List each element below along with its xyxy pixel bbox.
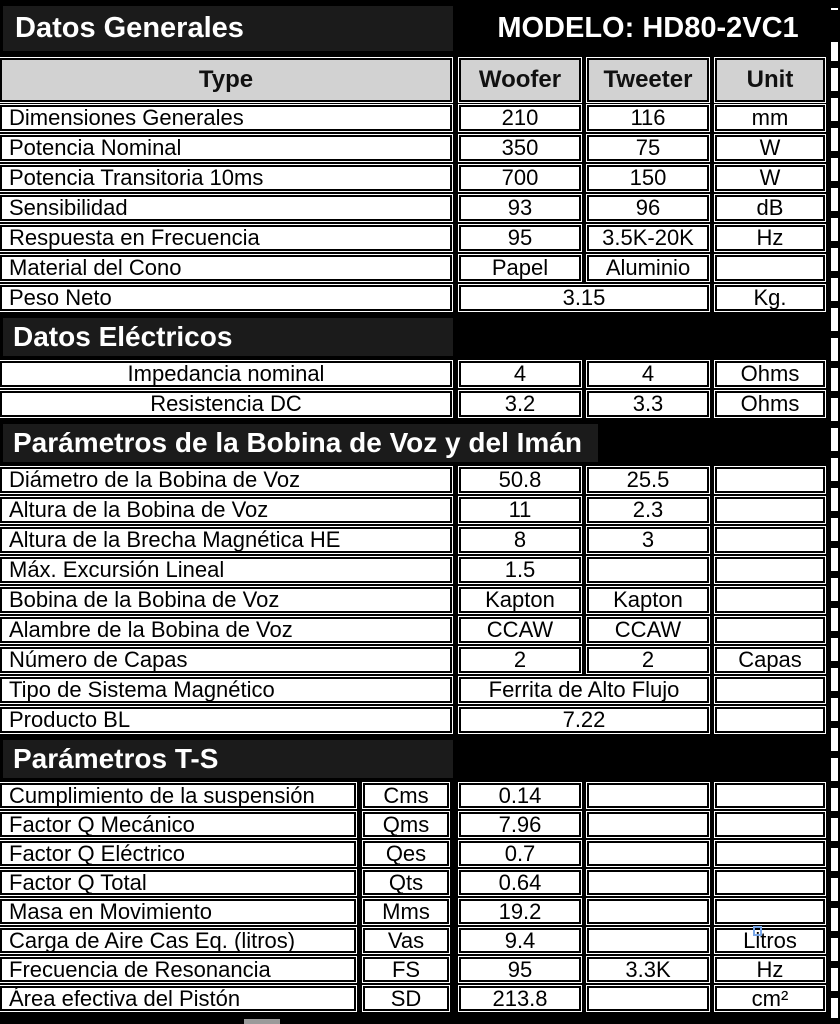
- merged-value: Ferrita de Alto Flujo: [459, 677, 709, 703]
- table-row: [0, 225, 840, 251]
- unit-value: [715, 557, 825, 583]
- woofer-value: 95: [459, 957, 581, 982]
- table-row: [0, 957, 840, 982]
- woofer-value: 0.7: [459, 841, 581, 866]
- right-edge-artifact: [831, 8, 838, 1018]
- tweeter-value: 75: [587, 135, 709, 161]
- column-header-unit: Unit: [715, 58, 825, 102]
- row-label: Respuesta en Frecuencia: [0, 225, 452, 251]
- merged-value: 3.15: [459, 285, 709, 311]
- model-title: MODELO: HD80-2VC1: [456, 3, 840, 54]
- table-row: [0, 928, 840, 953]
- row-symbol: Qts: [363, 870, 449, 895]
- unit-text: Ohms: [740, 391, 800, 416]
- column-header-woofer: Woofer: [459, 58, 581, 102]
- woofer-value: 210: [459, 105, 581, 131]
- unit-value: [715, 928, 825, 953]
- row-label: Potencia Transitoria 10ms: [0, 165, 452, 191]
- table-row: [0, 841, 840, 866]
- row-label: Potencia Nominal: [0, 135, 452, 161]
- table-row: [0, 587, 840, 613]
- row-label: Sensibilidad: [0, 195, 452, 221]
- woofer-value: 95: [459, 225, 581, 251]
- table-row: [0, 195, 840, 221]
- right-edge-artifact-top: [831, 10, 838, 42]
- tweeter-value: 150: [587, 165, 709, 191]
- tweeter-value: [587, 928, 709, 953]
- row-label: Producto BL: [0, 707, 452, 733]
- section-header-bar: [0, 737, 840, 781]
- unit-value: [715, 497, 825, 523]
- unit-text: W: [759, 165, 781, 190]
- tweeter-value: [587, 899, 709, 924]
- table-body: [0, 105, 840, 1011]
- scrollbar-thumb[interactable]: [244, 1019, 280, 1024]
- column-header-row: [0, 56, 840, 105]
- tweeter-value: 4: [587, 361, 709, 387]
- unit-value: [715, 361, 825, 387]
- table-row: [0, 783, 840, 808]
- unit-value: [715, 870, 825, 895]
- row-symbol: Qes: [363, 841, 449, 866]
- tweeter-value: CCAW: [587, 617, 709, 643]
- unit-value: [715, 841, 825, 866]
- row-label: Alambre de la Bobina de Voz: [0, 617, 452, 643]
- unit-text: cm²: [751, 985, 789, 1011]
- tweeter-value: 2.3: [587, 497, 709, 523]
- row-symbol: Cms: [363, 783, 449, 808]
- unit-text: Capas: [738, 647, 802, 672]
- unit-value: [715, 105, 825, 131]
- unit-value: [715, 647, 825, 673]
- row-label: Diámetro de la Bobina de Voz: [0, 467, 452, 493]
- unit-text: Ohms: [740, 361, 800, 386]
- tweeter-value: [587, 870, 709, 895]
- section-header-bar: [0, 421, 840, 465]
- table-row: [0, 647, 840, 673]
- bottom-scrollbar-track[interactable]: [0, 1018, 840, 1024]
- table-row: [0, 557, 840, 583]
- tweeter-value: [587, 557, 709, 583]
- unit-value: [715, 986, 825, 1011]
- unit-value: [715, 195, 825, 221]
- unit-value: [715, 617, 825, 643]
- woofer-value: 19.2: [459, 899, 581, 924]
- section-title: Parámetros de la Bobina de Voz y del Imán: [0, 421, 601, 465]
- row-label: Altura de la Brecha Magnética HE: [0, 527, 452, 553]
- table-row: [0, 812, 840, 837]
- tweeter-value: [587, 812, 709, 837]
- row-label: Altura de la Bobina de Voz: [0, 497, 452, 523]
- tweeter-value: [587, 783, 709, 808]
- row-label: Cumplimiento de la suspensión: [0, 783, 356, 808]
- table-row: [0, 105, 840, 131]
- row-label: Material del Cono: [0, 255, 452, 281]
- woofer-value: 93: [459, 195, 581, 221]
- unit-text: Hz: [756, 225, 784, 250]
- row-label: Peso Neto: [0, 285, 452, 311]
- woofer-value: 4: [459, 361, 581, 387]
- table-row: [0, 135, 840, 161]
- tweeter-value: Kapton: [587, 587, 709, 613]
- unit-value: [715, 899, 825, 924]
- woofer-value: 0.14: [459, 783, 581, 808]
- row-symbol: Qms: [363, 812, 449, 837]
- table-row: [0, 527, 840, 553]
- unit-value: [715, 285, 825, 311]
- table-row: [0, 391, 840, 417]
- table-row: [0, 467, 840, 493]
- row-label: Área efectiva del Pistón: [0, 986, 356, 1011]
- section-title-datos-generales: Datos Generales: [0, 3, 456, 54]
- tweeter-value: 25.5: [587, 467, 709, 493]
- row-label: Masa en Movimiento: [0, 899, 356, 924]
- unit-value: [715, 225, 825, 251]
- woofer-value: 8: [459, 527, 581, 553]
- tweeter-value: [587, 841, 709, 866]
- table-row: [0, 165, 840, 191]
- row-label: Frecuencia de Resonancia: [0, 957, 356, 982]
- row-label: Carga de Aire Cas Eq. (litros): [0, 928, 356, 953]
- unit-value: [715, 135, 825, 161]
- unit-value: [715, 391, 825, 417]
- woofer-value: Papel: [459, 255, 581, 281]
- woofer-value: 350: [459, 135, 581, 161]
- row-label: Dimensiones Generales: [0, 105, 452, 131]
- table-row: [0, 899, 840, 924]
- unit-text: Litros: [743, 927, 797, 953]
- unit-value: [715, 255, 825, 281]
- woofer-value: 213.8: [459, 986, 581, 1011]
- woofer-value: 50.8: [459, 467, 581, 493]
- tweeter-value: 96: [587, 195, 709, 221]
- table-row: [0, 497, 840, 523]
- unit-value: [715, 812, 825, 837]
- column-header-type: Type: [0, 58, 452, 102]
- woofer-value: 3.2: [459, 391, 581, 417]
- unit-text: Hz: [756, 956, 784, 982]
- woofer-value: Kapton: [459, 587, 581, 613]
- table-row: [0, 986, 840, 1011]
- row-symbol: SD: [363, 986, 449, 1011]
- tweeter-value: [587, 986, 709, 1011]
- unit-value: [715, 527, 825, 553]
- woofer-value: 11: [459, 497, 581, 523]
- row-label: Factor Q Eléctrico: [0, 841, 356, 866]
- section-header-bar: [0, 315, 840, 359]
- unit-value: [715, 707, 825, 733]
- row-symbol: FS: [363, 957, 449, 982]
- row-label: Factor Q Total: [0, 870, 356, 895]
- woofer-value: 7.96: [459, 812, 581, 837]
- unit-value: [715, 467, 825, 493]
- woofer-value: 2: [459, 647, 581, 673]
- table-row: [0, 285, 840, 311]
- table-row: [0, 707, 840, 733]
- row-label: Número de Capas: [0, 647, 452, 673]
- row-label: Impedancia nominal: [0, 361, 452, 387]
- top-header: [0, 0, 840, 56]
- woofer-value: 1.5: [459, 557, 581, 583]
- woofer-value: 9.4: [459, 928, 581, 953]
- unit-text: W: [759, 135, 781, 160]
- table-row: [0, 617, 840, 643]
- tweeter-value: 116: [587, 105, 709, 131]
- woofer-value: CCAW: [459, 617, 581, 643]
- unit-text: Kg.: [753, 285, 787, 310]
- unit-value: [715, 587, 825, 613]
- unit-value: [715, 165, 825, 191]
- woofer-value: 700: [459, 165, 581, 191]
- selection-artifact-icon: [753, 926, 762, 936]
- tweeter-value: Aluminio: [587, 255, 709, 281]
- table-row: [0, 361, 840, 387]
- section-title: Parámetros T-S: [0, 737, 456, 781]
- section-title: Datos Eléctricos: [0, 315, 456, 359]
- tweeter-value: 3.3: [587, 391, 709, 417]
- merged-value: 7.22: [459, 707, 709, 733]
- row-label: Bobina de la Bobina de Voz: [0, 587, 452, 613]
- tweeter-value: 3: [587, 527, 709, 553]
- woofer-value: 0.64: [459, 870, 581, 895]
- unit-text: dB: [756, 195, 784, 220]
- tweeter-value: 3.5K-20K: [587, 225, 709, 251]
- table-row: [0, 870, 840, 895]
- tweeter-value: 3.3K: [587, 957, 709, 982]
- row-symbol: Mms: [363, 899, 449, 924]
- row-symbol: Vas: [363, 928, 449, 953]
- row-label: Resistencia DC: [0, 391, 452, 417]
- row-label: Factor Q Mecánico: [0, 812, 356, 837]
- tweeter-value: 2: [587, 647, 709, 673]
- row-label: Máx. Excursión Lineal: [0, 557, 452, 583]
- table-row: [0, 255, 840, 281]
- unit-value: [715, 677, 825, 703]
- unit-text: mm: [751, 105, 789, 130]
- unit-value: [715, 783, 825, 808]
- table-row: [0, 677, 840, 703]
- column-header-tweeter: Tweeter: [587, 58, 709, 102]
- unit-value: [715, 957, 825, 982]
- row-label: Tipo de Sistema Magnético: [0, 677, 452, 703]
